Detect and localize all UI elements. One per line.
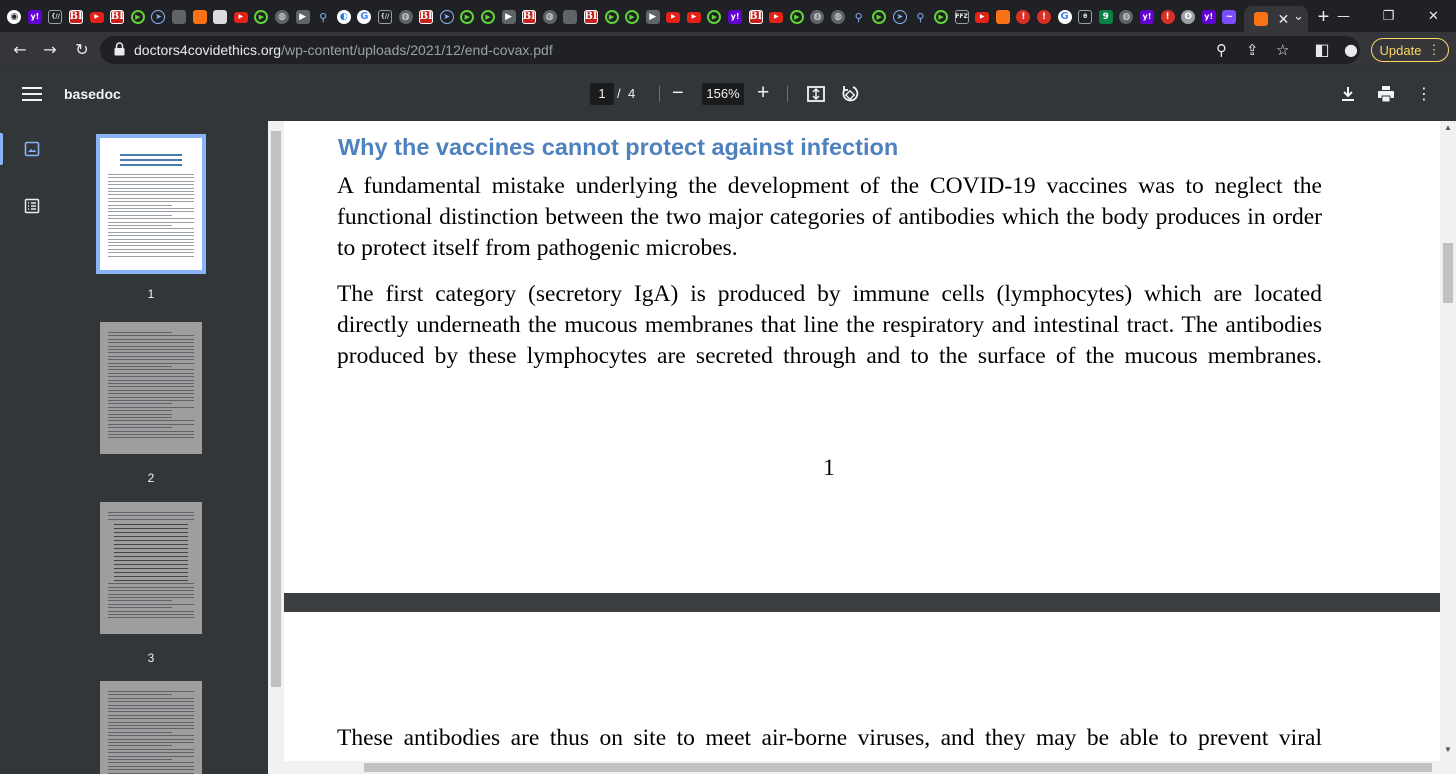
tab[interactable] bbox=[828, 7, 849, 27]
pin-icon: ! bbox=[1016, 10, 1030, 24]
tab[interactable] bbox=[4, 7, 25, 27]
tab[interactable] bbox=[539, 7, 560, 27]
pin-icon: ! bbox=[1161, 10, 1175, 24]
bookmark-icon bbox=[193, 10, 207, 24]
tab[interactable] bbox=[1137, 7, 1158, 27]
bi-icon: BI bbox=[749, 11, 763, 22]
play-icon: ▶ bbox=[625, 10, 639, 24]
play-icon: ▶ bbox=[934, 10, 948, 24]
pdf-page-1 bbox=[284, 121, 1441, 593]
bookmark-star-icon[interactable]: ☆ bbox=[1276, 41, 1290, 59]
url-host: doctors4covidethics.org bbox=[134, 42, 282, 58]
tab[interactable] bbox=[498, 7, 519, 27]
hacker-icon: {// bbox=[48, 10, 62, 24]
page-footer-number: 1 bbox=[823, 455, 835, 480]
tab[interactable] bbox=[25, 7, 46, 27]
page-thumbnail[interactable] bbox=[100, 322, 202, 454]
search-icon: ⚲ bbox=[916, 10, 925, 24]
share-icon[interactable]: ⇪ bbox=[1246, 41, 1259, 59]
substack-icon bbox=[1254, 12, 1268, 26]
search-icon: ⚲ bbox=[854, 10, 863, 24]
owl-icon: θ bbox=[1078, 10, 1092, 24]
forward-arrow-icon[interactable]: → bbox=[43, 40, 57, 59]
tab[interactable] bbox=[704, 7, 725, 27]
more-vert-icon: ⋮ bbox=[1427, 42, 1441, 57]
page-total: 4 bbox=[628, 86, 636, 101]
globe-icon: ◍ bbox=[543, 10, 557, 24]
pdf-toolbar bbox=[0, 68, 1456, 121]
update-button[interactable] bbox=[1371, 38, 1449, 62]
profile-icon[interactable]: ● bbox=[1344, 40, 1358, 59]
back-arrow-icon[interactable]: ← bbox=[13, 40, 27, 59]
scroll-down-arrow-icon[interactable]: ▼ bbox=[1444, 745, 1452, 754]
text-line: A fundamental mistake underlying the development of the COVID-19 vaccines was to neglect the bbox=[337, 173, 1322, 199]
tab-strip bbox=[0, 0, 1456, 32]
text-line: functional distinction between the two major categories of antibodies which the body produces in order bbox=[337, 204, 1322, 230]
google-icon: G bbox=[1058, 10, 1072, 24]
url-text[interactable] bbox=[134, 42, 553, 58]
tab[interactable] bbox=[519, 7, 540, 27]
scroll-up-arrow-icon[interactable]: ▲ bbox=[1444, 123, 1452, 132]
tab[interactable] bbox=[1198, 7, 1219, 27]
page-gap bbox=[284, 593, 1441, 612]
text-line: These antibodies are thus on site to meet air-borne viruses, and they may be able to prevent viral bbox=[337, 725, 1322, 751]
outline-tab-icon[interactable] bbox=[16, 190, 48, 222]
page-separator: / bbox=[617, 86, 621, 101]
paragraph-1 bbox=[337, 171, 1322, 264]
bi-icon: BI bbox=[419, 11, 433, 22]
download-icon[interactable] bbox=[1338, 84, 1358, 104]
globe-icon: ◍ bbox=[399, 10, 413, 24]
tab[interactable] bbox=[931, 7, 952, 27]
maximize-icon[interactable]: ❐ bbox=[1382, 8, 1395, 24]
ffz-icon: FFZ bbox=[955, 10, 969, 24]
bookmark-icon bbox=[996, 10, 1010, 24]
wave-icon: ~ bbox=[1222, 10, 1236, 24]
tab[interactable] bbox=[642, 7, 663, 27]
hacker-icon: {// bbox=[378, 10, 392, 24]
tab[interactable] bbox=[210, 7, 231, 27]
active-tab-indicator bbox=[0, 133, 3, 165]
pdf-page-2 bbox=[284, 612, 1441, 774]
tab[interactable] bbox=[478, 7, 499, 27]
tab[interactable] bbox=[1178, 7, 1199, 27]
g9-icon: 9 bbox=[1099, 10, 1113, 24]
zoom-in-button[interactable]: + bbox=[757, 81, 770, 104]
fit-page-icon[interactable] bbox=[806, 84, 826, 104]
play-icon: ▶ bbox=[254, 10, 268, 24]
video-icon: ▶ bbox=[296, 10, 310, 24]
tab[interactable] bbox=[890, 7, 911, 27]
lock-icon[interactable] bbox=[114, 42, 125, 56]
reload-icon[interactable]: ↻ bbox=[75, 40, 89, 59]
cat-icon: ʘ bbox=[1181, 10, 1195, 24]
thumbnail-label: 1 bbox=[147, 287, 155, 301]
sidebar-tabs bbox=[0, 121, 64, 774]
paragraph-2 bbox=[337, 279, 1322, 372]
tab-search-icon[interactable]: ⌄ bbox=[1293, 8, 1304, 24]
text-line: to protect itself from pathogenic microbes. bbox=[337, 235, 738, 261]
tab-list bbox=[4, 6, 1329, 28]
tab[interactable] bbox=[107, 7, 128, 27]
globe-icon: ◍ bbox=[275, 10, 289, 24]
tab[interactable] bbox=[766, 7, 787, 27]
youtube-icon: ▶ bbox=[234, 12, 248, 23]
new-tab-icon[interactable]: + bbox=[1317, 5, 1330, 28]
sidebar-scroll-thumb[interactable] bbox=[271, 131, 281, 687]
play-icon: ▶ bbox=[872, 10, 886, 24]
zoom-icon[interactable]: ⚲ bbox=[1216, 41, 1227, 59]
video-icon: ▶ bbox=[646, 10, 660, 24]
thumbnail-label: 3 bbox=[147, 651, 155, 665]
tab[interactable] bbox=[416, 7, 437, 27]
tm-icon: ◐ bbox=[337, 10, 351, 24]
tab[interactable] bbox=[972, 7, 993, 27]
tab[interactable] bbox=[272, 7, 293, 27]
tab[interactable] bbox=[787, 7, 808, 27]
bi-icon: BI bbox=[584, 11, 598, 22]
bi-icon: BI bbox=[69, 11, 83, 22]
print-icon[interactable] bbox=[1376, 84, 1396, 104]
tab[interactable] bbox=[313, 7, 334, 27]
google-icon: G bbox=[357, 10, 371, 24]
tab[interactable] bbox=[354, 7, 375, 27]
play-icon: ▶ bbox=[605, 10, 619, 24]
tab[interactable] bbox=[1219, 7, 1240, 27]
tab[interactable] bbox=[395, 7, 416, 27]
play-icon: ▶ bbox=[481, 10, 495, 24]
horizontal-scroll-thumb[interactable] bbox=[364, 763, 1432, 772]
tab[interactable] bbox=[169, 7, 190, 27]
github-icon: ◉ bbox=[7, 10, 21, 24]
tab[interactable] bbox=[560, 7, 581, 27]
zoom-level-input[interactable]: 156% bbox=[702, 83, 744, 105]
menu-icon[interactable] bbox=[22, 84, 42, 104]
search-icon: ⚲ bbox=[319, 10, 328, 24]
play-icon: ▶ bbox=[707, 10, 721, 24]
tab[interactable] bbox=[622, 7, 643, 27]
tab[interactable] bbox=[86, 7, 107, 27]
yahoo-icon: y! bbox=[28, 10, 42, 24]
image-icon bbox=[213, 10, 227, 24]
tab[interactable] bbox=[951, 7, 972, 27]
page-number-input[interactable]: 1 bbox=[590, 83, 614, 105]
tab[interactable] bbox=[807, 7, 828, 27]
tab[interactable] bbox=[1034, 7, 1055, 27]
blank-icon bbox=[563, 10, 577, 24]
horizontal-scrollbar[interactable] bbox=[268, 761, 1456, 774]
yahoo-icon: y! bbox=[728, 10, 742, 24]
more-options-icon[interactable]: ⋮ bbox=[1416, 84, 1432, 103]
toolbar-divider bbox=[787, 86, 788, 102]
minimize-icon[interactable]: — bbox=[1337, 8, 1350, 24]
page-thumbnail[interactable] bbox=[100, 681, 202, 774]
tab[interactable] bbox=[601, 7, 622, 27]
sidebar-scrollbar[interactable] bbox=[268, 121, 284, 761]
page-thumbnail[interactable] bbox=[100, 138, 202, 270]
tab[interactable] bbox=[581, 7, 602, 27]
yahoo-icon: y! bbox=[1202, 10, 1216, 24]
vertical-scroll-thumb[interactable] bbox=[1443, 243, 1453, 303]
pin-icon: ! bbox=[1037, 10, 1051, 24]
telegram-icon: ➤ bbox=[151, 10, 165, 24]
tab[interactable] bbox=[189, 7, 210, 27]
address-bar[interactable] bbox=[100, 36, 1360, 64]
tab[interactable] bbox=[993, 7, 1014, 27]
update-label: Update bbox=[1379, 42, 1422, 58]
document-viewport[interactable] bbox=[268, 121, 1456, 774]
tab[interactable] bbox=[725, 7, 746, 27]
globe-icon: ◍ bbox=[1119, 10, 1133, 24]
tab[interactable] bbox=[684, 7, 705, 27]
tab[interactable] bbox=[1116, 7, 1137, 27]
tab[interactable] bbox=[66, 7, 87, 27]
tab[interactable] bbox=[869, 7, 890, 27]
tab[interactable] bbox=[436, 7, 457, 27]
globe-icon: ◍ bbox=[831, 10, 845, 24]
pdf-sidebar bbox=[0, 121, 268, 774]
paragraph-3 bbox=[337, 723, 1322, 754]
text-line: The first category (secretory IgA) is produced by immune cells (lymphocytes) which are located bbox=[337, 281, 1322, 307]
tab[interactable] bbox=[745, 7, 766, 27]
yahoo-icon: y! bbox=[1140, 10, 1154, 24]
bi-icon: BI bbox=[110, 11, 124, 22]
tab[interactable] bbox=[1075, 7, 1096, 27]
youtube-icon: ▶ bbox=[90, 12, 104, 23]
thumbnail-label: 2 bbox=[147, 471, 155, 485]
youtube-icon: ▶ bbox=[687, 12, 701, 23]
bi-icon: BI bbox=[522, 11, 536, 22]
text-line: directly underneath the mucous membranes that line the respiratory and intestinal tract. The antibodies bbox=[337, 312, 1322, 338]
zoom-out-button[interactable]: − bbox=[672, 82, 684, 104]
youtube-icon: ▶ bbox=[666, 12, 680, 23]
tab[interactable] bbox=[848, 7, 869, 27]
tab[interactable] bbox=[1013, 7, 1034, 27]
tab[interactable] bbox=[375, 7, 396, 27]
video-icon: ▶ bbox=[502, 10, 516, 24]
thumbnails-tab-icon[interactable] bbox=[16, 133, 48, 165]
tab[interactable] bbox=[910, 7, 931, 27]
play-icon: ▶ bbox=[131, 10, 145, 24]
toolbar-divider bbox=[659, 86, 660, 102]
tab[interactable] bbox=[1157, 7, 1178, 27]
close-tab-icon[interactable]: ✕ bbox=[1277, 10, 1290, 27]
tab[interactable] bbox=[148, 7, 169, 27]
rotate-icon[interactable] bbox=[840, 84, 860, 104]
youtube-icon: ▶ bbox=[769, 12, 783, 23]
tab[interactable] bbox=[1054, 7, 1075, 27]
tab[interactable] bbox=[292, 7, 313, 27]
close-window-icon[interactable]: ✕ bbox=[1428, 8, 1439, 24]
browser-toolbar bbox=[0, 32, 1456, 68]
tab[interactable] bbox=[251, 7, 272, 27]
page-thumbnail[interactable] bbox=[100, 502, 202, 634]
tab[interactable] bbox=[457, 7, 478, 27]
telegram-icon: ➤ bbox=[893, 10, 907, 24]
tab[interactable] bbox=[45, 7, 66, 27]
document-title: basedoc bbox=[64, 86, 121, 102]
vertical-scrollbar[interactable] bbox=[1440, 121, 1456, 761]
text-line: produced by these lymphocytes are secreted through and to the surface of the mucous membranes. bbox=[337, 343, 1322, 369]
tab[interactable] bbox=[334, 7, 355, 27]
telegram-icon: ➤ bbox=[440, 10, 454, 24]
doc-icon bbox=[172, 10, 186, 24]
side-panel-icon[interactable]: ◧ bbox=[1314, 40, 1330, 59]
url-path: /wp-content/uploads/2021/12/end-covax.pdf bbox=[281, 42, 553, 58]
tab[interactable] bbox=[231, 7, 252, 27]
tab[interactable] bbox=[663, 7, 684, 27]
tab[interactable] bbox=[1095, 7, 1116, 27]
tab[interactable] bbox=[128, 7, 149, 27]
youtube-icon: ▶ bbox=[975, 12, 989, 23]
globe-icon: ◍ bbox=[810, 10, 824, 24]
play-icon: ▶ bbox=[460, 10, 474, 24]
section-heading: Why the vaccines cannot protect against infection bbox=[338, 134, 899, 160]
play-icon: ▶ bbox=[790, 10, 804, 24]
window-controls bbox=[1276, 0, 1456, 32]
